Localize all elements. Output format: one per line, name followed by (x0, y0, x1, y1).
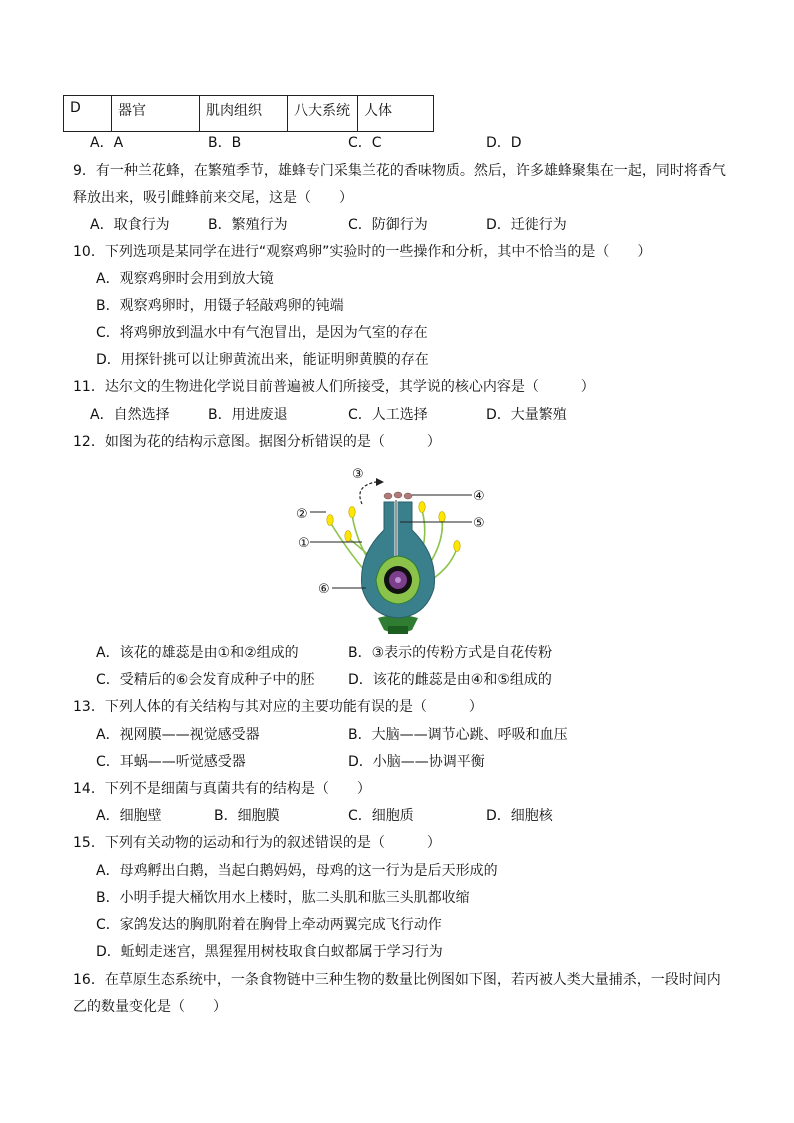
q14-option-a[interactable]: A．细胞壁 (96, 808, 162, 824)
diagram-label-5: ⑤ (473, 516, 485, 531)
q16-stem-line1: 16．在草原生态系统中，一条食物链中三种生物的数量比例图如下图，若丙被人类大量捕杀，一段时间内 (73, 972, 721, 988)
q15-option-d[interactable]: D．蚯蚓走迷宫，黑猩猩用树枝取食白蚁都属于学习行为 (96, 944, 443, 960)
q14-stem: 14．下列不是细菌与真菌共有的结构是（ ） (73, 781, 371, 797)
q13-option-d[interactable]: D．小脑——协调平衡 (348, 754, 485, 770)
diagram-label-6: ⑥ (318, 582, 330, 597)
q8-option-a[interactable]: A．A (90, 135, 124, 151)
q12-option-d[interactable]: D．该花的雌蕊是由④和⑤组成的 (348, 672, 552, 688)
q10-option-c[interactable]: C．将鸡卵放到温水中有气泡冒出，是因为气室的存在 (96, 325, 428, 341)
q10-option-d[interactable]: D．用探针挑可以让卵黄流出来，能证明卵黄膜的存在 (96, 352, 429, 368)
q15-option-c[interactable]: C．家鸽发达的胸肌附着在胸骨上牵动两翼完成飞行动作 (96, 917, 442, 933)
q13-option-c[interactable]: C．耳蜗——听觉感受器 (96, 754, 246, 770)
q9-option-c[interactable]: C．防御行为 (348, 217, 428, 233)
q11-option-b[interactable]: B．用进废退 (208, 407, 288, 423)
q10-option-a[interactable]: A．观察鸡卵时会用到放大镜 (96, 271, 274, 287)
q15-option-b[interactable]: B．小明手提大桶饮用水上楼时，肱二头肌和肱三头肌都收缩 (96, 890, 470, 906)
table-cell: 八大系统 (288, 96, 358, 132)
q13-option-a[interactable]: A．视网膜——视觉感受器 (96, 727, 260, 743)
q15-stem: 15．下列有关动物的运动和行为的叙述错误的是（ ） (73, 835, 441, 851)
q15-option-a[interactable]: A．母鸡孵出白鹅，当起白鹅妈妈，母鸡的这一行为是后天形成的 (96, 863, 498, 879)
q9-option-a[interactable]: A．取食行为 (90, 217, 170, 233)
q11-stem: 11．达尔文的生物进化学说目前普遍被人们所接受，其学说的核心内容是（ ） (73, 379, 595, 395)
q9-stem-line1: 9．有一种兰花蜂，在繁殖季节，雄蜂专门采集兰花的香味物质。然后，许多雄蜂聚集在一起，同时将香气 (73, 163, 726, 179)
q12-stem: 12．如图为花的结构示意图。据图分析错误的是（ ） (73, 434, 441, 450)
q16-stem-line2: 乙的数量变化是（ ） (73, 999, 227, 1015)
diagram-label-1: ① (298, 536, 310, 551)
q14-option-c[interactable]: C．细胞质 (348, 808, 414, 824)
diagram-label-2: ② (296, 507, 308, 522)
q12-option-a[interactable]: A．该花的雄蕊是由①和②组成的 (96, 645, 299, 661)
diagram-label-4: ④ (473, 489, 485, 504)
table-row (64, 96, 434, 132)
table-cell: 器官 (112, 96, 200, 132)
q11-option-d[interactable]: D．大量繁殖 (486, 407, 567, 423)
q14-option-b[interactable]: B．细胞膜 (214, 808, 280, 824)
q12-option-b[interactable]: B．③表示的传粉方式是自花传粉 (348, 645, 553, 661)
q11-option-a[interactable]: A．自然选择 (90, 407, 170, 423)
diagram-label-3: ③ (352, 467, 364, 482)
answer-table (63, 95, 434, 132)
table-cell: 肌肉组织 (200, 96, 288, 132)
q8-option-c[interactable]: C．C (348, 135, 382, 151)
q13-option-b[interactable]: B．大脑——调节心跳、呼吸和血压 (348, 727, 568, 743)
q10-stem: 10．下列选项是某同学在进行“观察鸡卵”实验时的一些操作和分析，其中不恰当的是（ ） (73, 244, 652, 260)
q9-option-b[interactable]: B．繁殖行为 (208, 217, 288, 233)
q11-option-c[interactable]: C．人工选择 (348, 407, 428, 423)
q8-option-b[interactable]: B．B (208, 135, 242, 151)
q13-stem: 13．下列人体的有关结构与其对应的主要功能有误的是（ ） (73, 699, 483, 715)
q9-stem-line2: 释放出来，吸引雌蜂前来交尾，这是（ ） (73, 190, 353, 206)
q12-option-c[interactable]: C．受精后的⑥会发育成种子中的胚 (96, 672, 315, 688)
table-cell: D (64, 96, 112, 132)
q14-option-d[interactable]: D．细胞核 (486, 808, 553, 824)
flower-structure-diagram (280, 460, 520, 640)
q8-option-d[interactable]: D．D (486, 135, 522, 151)
table-cell: 人体 (358, 96, 434, 132)
q9-option-d[interactable]: D．迁徙行为 (486, 217, 567, 233)
q10-option-b[interactable]: B．观察鸡卵时，用镊子轻敲鸡卵的钝端 (96, 298, 344, 314)
